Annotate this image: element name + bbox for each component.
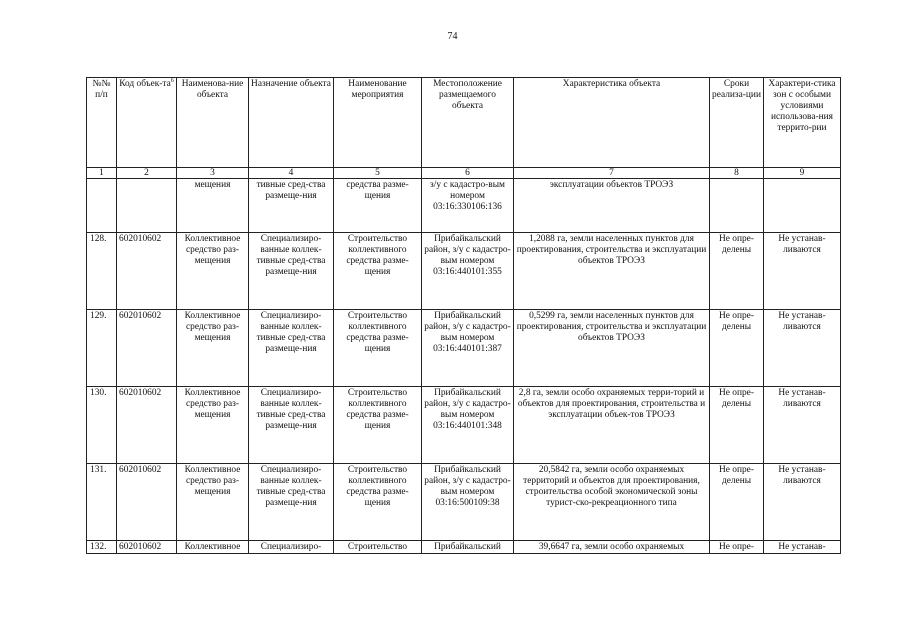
object-name: Коллективное средство раз-мещения [177,310,249,387]
object-characteristic: 39,6647 га, земли особо охраняемых [514,541,710,554]
object-purpose: Специализиро-ванные коллек-тивные сред-ства размеще-ния [249,310,334,387]
object-measure: Строительство коллективного средства разме-щения [334,233,422,310]
object-code: 602010602 [117,541,177,554]
table-cell: тивные сред-ства размеще-ния [249,179,334,233]
table-row [87,310,841,387]
header-cell-zones: Характери-стика зон с особыми условиями использова-ния террито-рии [764,78,841,168]
page-number: 74 [447,31,458,42]
table-cell: мещения [177,179,249,233]
footnote-mark: 6 [170,77,174,84]
object-name: Коллективное средство раз-мещения [177,233,249,310]
object-characteristic: 20,5842 га, земли особо охраняемых территорий и объектов для проектирования, строительства особой экономической зоны турист-ско-рекреационного типа [514,464,710,541]
object-purpose: Специализиро- [249,541,334,554]
object-characteristic: 0,5299 га, земли населенных пунктов для проектирования, строительства и эксплуатации объектов ТРОЭЗ [514,310,710,387]
object-terms: Не опре-делены [710,387,764,464]
object-zones: Не устанав- [764,541,841,554]
row-number: 128. [87,233,117,310]
object-terms: Не опре-делены [710,310,764,387]
table-cell: эксплуатации объектов ТРОЭЗ [514,179,710,233]
column-number: 5 [334,168,422,179]
object-purpose: Специализиро-ванные коллек-тивные сред-ства размеще-ния [249,387,334,464]
objects-table [86,77,841,554]
object-characteristic: 1,2088 га, земли населенных пунктов для проектирования, строительства и эксплуатации объектов ТРОЭЗ [514,233,710,310]
object-location: Прибайкальский район, з/у с кадастро-вым номером 03:16:440101:355 [422,233,514,310]
table-row [87,233,841,310]
object-purpose: Специализиро-ванные коллек-тивные сред-ства размеще-ния [249,233,334,310]
object-name: Коллективное средство раз-мещения [177,387,249,464]
column-number-row [87,168,841,179]
header-cell-name: Наименова-ние объекта [177,78,249,168]
object-location: Прибайкальский район, з/у с кадастро-вым номером 03:16:440101:348 [422,387,514,464]
object-name: Коллективное средство раз-мещения [177,464,249,541]
object-measure: Строительство [334,541,422,554]
object-location: Прибайкальский [422,541,514,554]
table-cell: средства разме-щения [334,179,422,233]
object-name: Коллективное [177,541,249,554]
object-terms: Не опре- [710,541,764,554]
object-purpose: Специализиро-ванные коллек-тивные сред-ства размеще-ния [249,464,334,541]
column-number: 1 [87,168,117,179]
row-number: 132. [87,541,117,554]
object-characteristic: 2,8 га, земли особо охраняемых терри-торий и объектов для проектирования, строительства и эксплуатации объек-тов ТРОЭЗ [514,387,710,464]
table-row [87,464,841,541]
table-cell [117,179,177,233]
column-number: 4 [249,168,334,179]
object-location: Прибайкальский район, з/у с кадастро-вым номером 03:16:500109:38 [422,464,514,541]
header-cell-num: №№ п/п [87,78,117,168]
object-measure: Строительство коллективного средства разме-щения [334,387,422,464]
header-cell-measure: Наименование мероприятия [334,78,422,168]
table-cell [764,179,841,233]
object-code: 602010602 [117,233,177,310]
object-measure: Строительство коллективного средства разме-щения [334,464,422,541]
header-row [87,78,841,168]
header-cell-terms: Сроки реализа-ции [710,78,764,168]
object-location: Прибайкальский район, з/у с кадастро-вым номером 03:16:440101:387 [422,310,514,387]
header-cell-characteristic: Характеристика объекта [514,78,710,168]
column-number: 7 [514,168,710,179]
object-zones: Не устанав-ливаются [764,464,841,541]
table-row [87,541,841,554]
column-number: 9 [764,168,841,179]
object-zones: Не устанав-ливаются [764,233,841,310]
object-code: 602010602 [117,387,177,464]
header-cell-purpose: Назначение объекта [249,78,334,168]
column-number: 8 [710,168,764,179]
column-number: 2 [117,168,177,179]
row-number: 130. [87,387,117,464]
object-code: 602010602 [117,464,177,541]
table-cell [87,179,117,233]
object-code: 602010602 [117,310,177,387]
header-cell-code: Код объек-$та^6$ [117,78,177,168]
row-number: 131. [87,464,117,541]
column-number: 3 [177,168,249,179]
table-row [87,387,841,464]
table-cell: з/у с кадастро-вым номером 03:16:330106:136 [422,179,514,233]
table-cell [710,179,764,233]
object-terms: Не опре-делены [710,464,764,541]
object-zones: Не устанав-ливаются [764,310,841,387]
object-measure: Строительство коллективного средства разме-щения [334,310,422,387]
header-cell-location: Местоположение размещаемого объекта [422,78,514,168]
continuation-row [87,179,841,233]
object-terms: Не опре-делены [710,233,764,310]
row-number: 129. [87,310,117,387]
object-zones: Не устанав-ливаются [764,387,841,464]
column-number: 6 [422,168,514,179]
